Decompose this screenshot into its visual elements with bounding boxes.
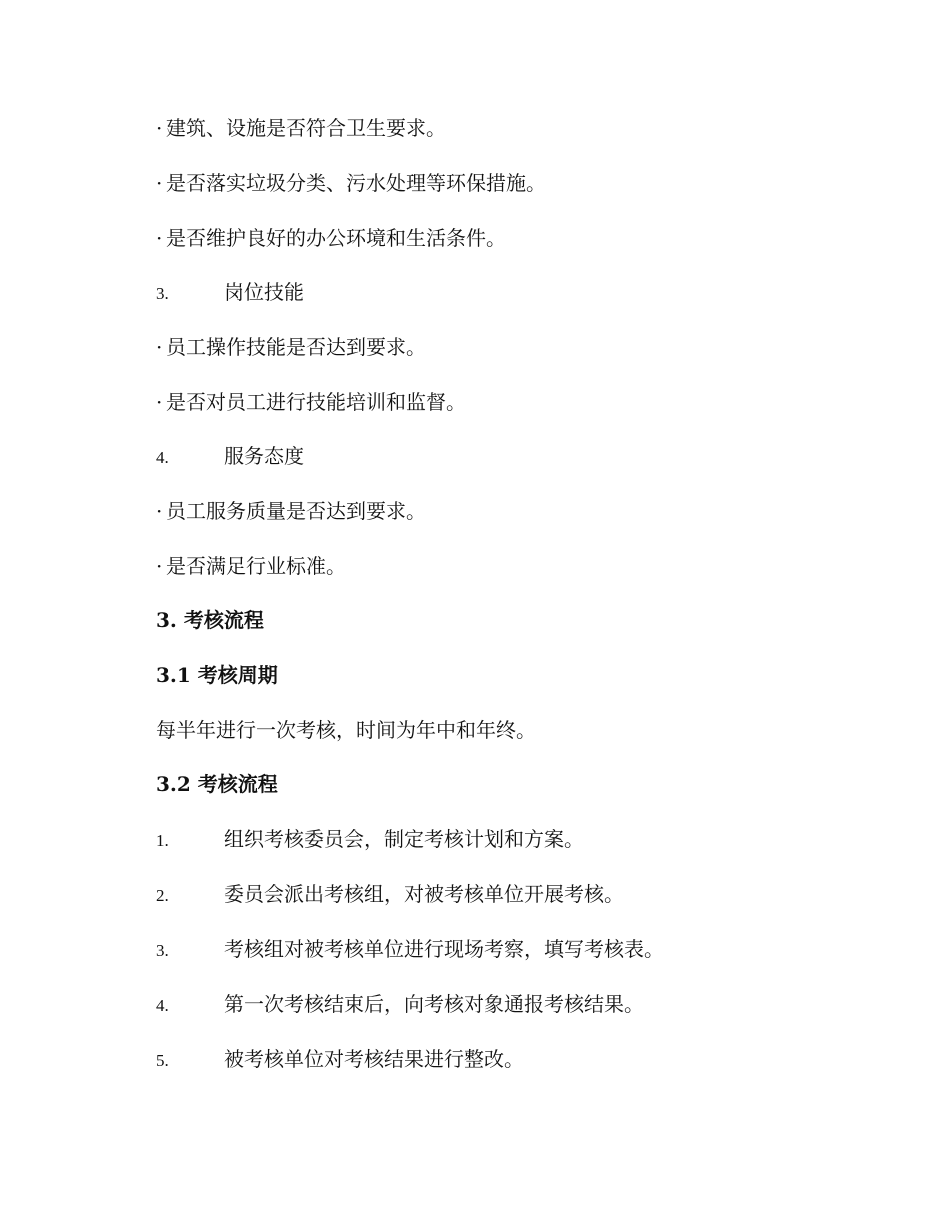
bullet-item bbox=[156, 170, 546, 196]
bullet-marker: · bbox=[156, 116, 163, 140]
item-label: 服务态度 bbox=[224, 444, 304, 468]
step-number: 4. bbox=[156, 996, 169, 1015]
subsection-heading: 3.2 考核流程 bbox=[156, 772, 278, 796]
bullet-text: 建筑、设施是否符合卫生要求。 bbox=[166, 116, 446, 140]
numbered-item-skill bbox=[156, 279, 304, 307]
bullet-marker: · bbox=[156, 226, 163, 250]
bullet-text: 是否对员工进行技能培训和监督。 bbox=[166, 390, 466, 414]
bullet-item bbox=[156, 115, 446, 141]
numbered-step bbox=[156, 936, 664, 964]
step-text: 被考核单位对考核结果进行整改。 bbox=[224, 1047, 524, 1071]
numbered-step bbox=[156, 881, 624, 909]
bullet-marker: · bbox=[156, 171, 163, 195]
bullet-text: 员工服务质量是否达到要求。 bbox=[166, 499, 426, 523]
item-number: 3. bbox=[156, 284, 169, 303]
step-number: 3. bbox=[156, 941, 169, 960]
bullet-marker: · bbox=[156, 390, 163, 414]
bullet-text: 员工操作技能是否达到要求。 bbox=[166, 335, 426, 359]
step-number: 5. bbox=[156, 1051, 169, 1070]
bullet-item bbox=[156, 498, 426, 524]
step-text: 第一次考核结束后，向考核对象通报考核结果。 bbox=[224, 992, 644, 1016]
numbered-step bbox=[156, 826, 584, 854]
item-label: 岗位技能 bbox=[224, 280, 304, 304]
paragraph: 每半年进行一次考核，时间为年中和年终。 bbox=[156, 718, 536, 742]
step-number: 2. bbox=[156, 886, 169, 905]
numbered-step bbox=[156, 991, 644, 1019]
bullet-marker: · bbox=[156, 554, 163, 578]
bullet-text: 是否落实垃圾分类、污水处理等环保措施。 bbox=[166, 171, 546, 195]
bullet-item bbox=[156, 389, 466, 415]
numbered-item-service bbox=[156, 443, 304, 471]
step-text: 考核组对被考核单位进行现场考察，填写考核表。 bbox=[224, 937, 664, 961]
bullet-item bbox=[156, 553, 346, 579]
bullet-item bbox=[156, 334, 426, 360]
numbered-step bbox=[156, 1046, 524, 1074]
bullet-marker: · bbox=[156, 335, 163, 359]
step-text: 组织考核委员会，制定考核计划和方案。 bbox=[224, 827, 584, 851]
step-number: 1. bbox=[156, 831, 169, 850]
bullet-text: 是否维护良好的办公环境和生活条件。 bbox=[166, 226, 506, 250]
step-text: 委员会派出考核组，对被考核单位开展考核。 bbox=[224, 882, 624, 906]
bullet-text: 是否满足行业标准。 bbox=[166, 554, 346, 578]
item-number: 4. bbox=[156, 448, 169, 467]
section-heading: 3. 考核流程 bbox=[156, 608, 264, 632]
subsection-heading: 3.1 考核周期 bbox=[156, 663, 278, 687]
bullet-marker: · bbox=[156, 499, 163, 523]
bullet-item bbox=[156, 225, 506, 251]
